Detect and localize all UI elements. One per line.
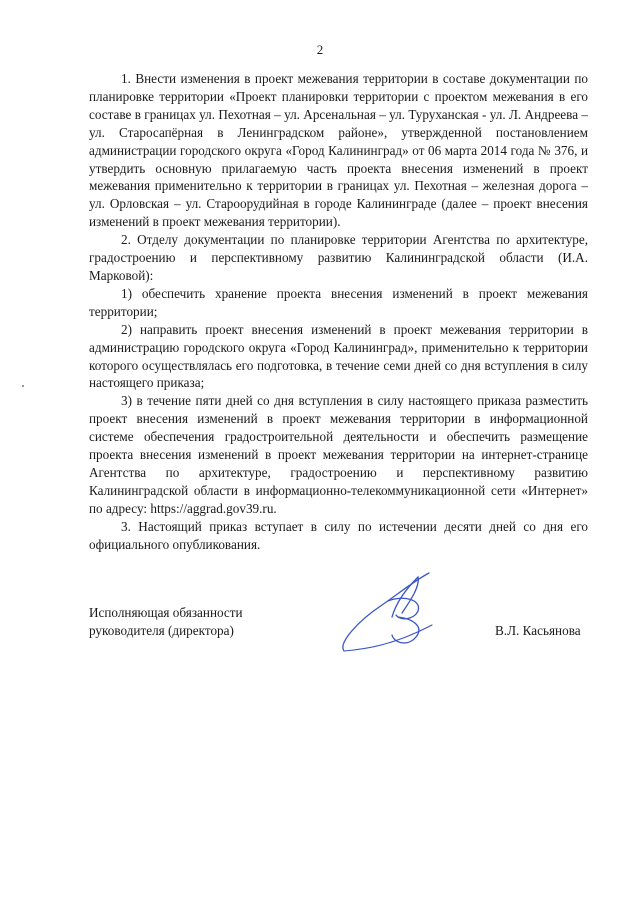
page-number: 2 bbox=[316, 42, 324, 57]
paragraph-item-2: 2. Отделу документации по планировке территории Агентства по архитектуре, градостроению и перспективному развитию Калининградской области (И.А. Марковой): bbox=[89, 232, 588, 283]
paragraph-item-1: 1. Внести изменения в проект межевания территории в составе документации по планировке территории «Проект планировки территории с проектом межевания в его составе в границах ул. Пехотная – ул. Арсенальная – ул. Туруханская - ул. Л. Андреева – ул. Старосапёрная в Ленинградском районе», утвержденной постановлением администрации городского округа «Город Калининград» от 06 марта 2014 года № 376, и утвердить основную прилагаемую часть проекта внесения изменений в проект межевания применительно к территории в границах ул. Пехотная – железная дорога – ул. Орловская – ул. Староорудийная в городе Калининграде (далее – проект внесения изменений в проект межевания территории). bbox=[89, 71, 588, 230]
signatory-title bbox=[89, 604, 243, 640]
document-body bbox=[89, 70, 588, 553]
paragraph-item-3: 3. Настоящий приказ вступает в силу по истечении десяти дней со дня его официального опубликования. bbox=[89, 518, 588, 552]
paragraph-subitem-1: 1) обеспечить хранение проекта внесения изменений в проект межевания территории; bbox=[89, 285, 588, 319]
signatory-title-line-2: руководителя (директора) bbox=[89, 623, 234, 638]
paragraph-subitem-2: 2) направить проект внесения изменений в проект межевания территории в администрацию городского округа «Город Калининград», применительно к территории которого осуществлялась его подготовка, в течение семи дней со дня вступления в силу настоящего приказа; bbox=[89, 321, 588, 391]
signatory-title-line-1: Исполняющая обязанности bbox=[89, 605, 243, 620]
handwritten-signature bbox=[336, 565, 456, 660]
signatory-name: В.Л. Касьянова bbox=[495, 623, 581, 638]
scan-speck bbox=[22, 385, 24, 387]
paragraph-subitem-3: 3) в течение пяти дней со дня вступления в силу настоящего приказа разместить проект внесения изменений в проект межевания территории в информационной системе обеспечения градостроительной деятельности и обеспечить размещение проекта внесения изменений в проект межевания территории на интернет-странице Агентства по архитектуре, градостроению и перспективному развитию Калининградской области в информационно-телекоммуникационной сети «Интернет» по адресу: https://aggrad.gov39.ru. bbox=[89, 393, 588, 516]
